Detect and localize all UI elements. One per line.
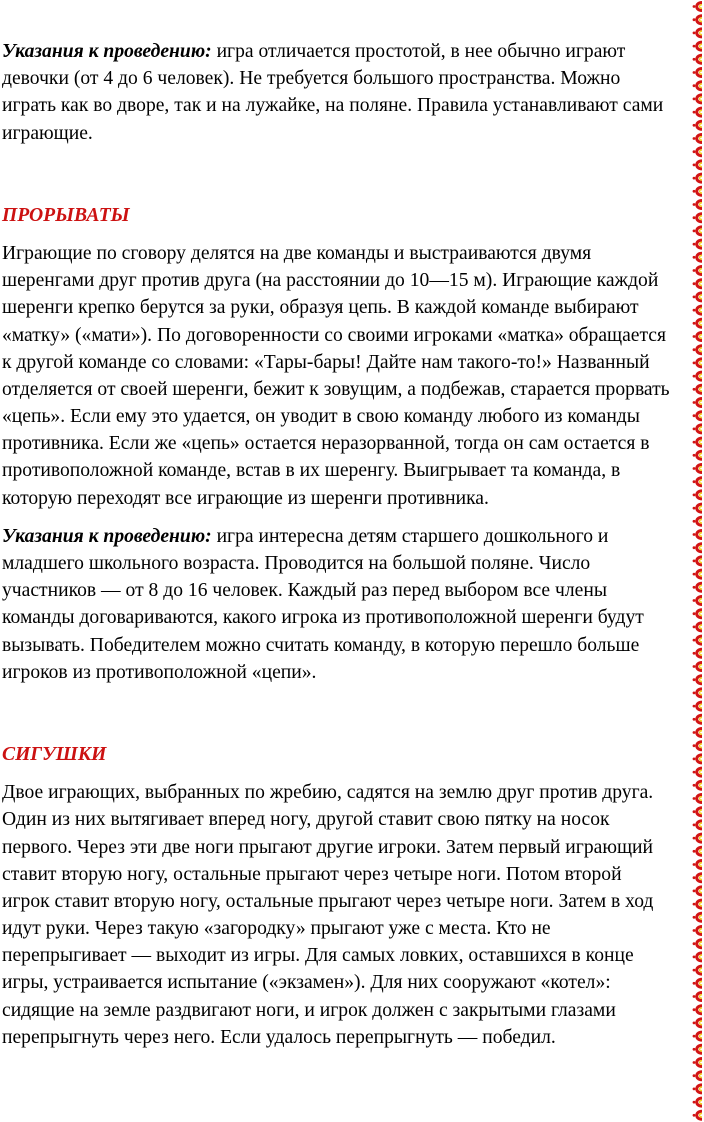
text-line: противника. Если же «цепь» остается неразорванной, тогда он сам остается в <box>2 433 650 455</box>
border-link-icon <box>693 67 702 78</box>
border-link-icon <box>693 846 702 857</box>
text-line: противоположной команде, встав в их шеренгу. Выигрывает та команда, в <box>2 460 621 482</box>
border-link-icon <box>693 978 702 989</box>
border-link-icon <box>693 885 702 896</box>
border-link-icon <box>693 542 702 553</box>
border-link-icon <box>693 239 702 250</box>
border-link-icon <box>693 463 702 474</box>
border-link-icon <box>693 701 702 712</box>
text-line: сидящие на земле раздвигают ноги, и игрок должен с закрытыми глазами <box>2 999 616 1021</box>
border-link-icon <box>693 925 702 936</box>
document-body <box>2 38 704 1051</box>
border-link-icon <box>693 555 702 566</box>
border-link-icon <box>693 793 702 804</box>
border-link-icon <box>693 186 702 197</box>
border-link-icon <box>693 503 702 514</box>
text-line: которую переходят все играющие из шеренги противника. <box>2 487 489 509</box>
border-link-icon <box>693 1070 702 1081</box>
border-link-icon <box>693 582 702 593</box>
border-link-icon <box>693 252 702 263</box>
border-link-icon <box>693 14 702 25</box>
border-link-icon <box>693 767 702 778</box>
border-link-icon <box>693 951 702 962</box>
text-line: вызывать. Победителем можно считать команду, в которую перешло больше <box>2 634 640 656</box>
border-link-icon <box>693 397 702 408</box>
border-link-icon <box>693 806 702 817</box>
border-link-icon <box>693 621 702 632</box>
text-line: игра интересна детям старшего дошкольного и <box>211 525 609 547</box>
border-link-icon <box>693 357 702 368</box>
border-link-icon <box>693 938 702 949</box>
border-link-icon <box>693 1097 702 1108</box>
border-link-icon <box>693 133 702 144</box>
border-link-icon <box>693 1 702 12</box>
border-link-icon <box>693 54 702 65</box>
border-link-icon <box>693 859 702 870</box>
border-link-icon <box>693 146 702 157</box>
instructions-label: Указания к проведению: <box>2 41 212 62</box>
text-line: шеренгами друг против друга (на расстоянии до 10—15 м). Играющие каждой <box>2 270 659 292</box>
border-link-icon <box>693 753 702 764</box>
border-link-icon <box>693 899 702 910</box>
border-link-icon <box>693 344 702 355</box>
border-link-icon <box>693 305 702 316</box>
border-link-icon <box>693 371 702 382</box>
border-link-icon <box>693 410 702 421</box>
border-link-icon <box>693 265 702 276</box>
border-link-icon <box>693 529 702 540</box>
border-link-icon <box>693 648 702 659</box>
border-link-icon <box>693 1110 702 1121</box>
border-link-icon <box>693 423 702 434</box>
border-link-icon <box>693 173 702 184</box>
border-link-icon <box>693 41 702 52</box>
border-link-icon <box>693 833 702 844</box>
paragraph-instructions-intro <box>2 38 704 65</box>
text-line: ставит вторую ногу, остальные прыгают через четыре ноги. Потом второй <box>2 863 622 885</box>
border-link-icon <box>693 965 702 976</box>
border-link-icon <box>693 872 702 883</box>
border-link-icon <box>693 1057 702 1068</box>
game-title-sigushki: СИГУШКИ <box>2 743 107 765</box>
game-title-proryvaty: ПРОРЫВАТЫ <box>2 204 130 226</box>
text-line: Играющие по сговору делятся на две команды и выстраиваются двумя <box>2 242 592 264</box>
border-link-icon <box>693 159 702 170</box>
border-link-icon <box>693 819 702 830</box>
text-line: перепрыгивает — выходит из игры. Для самых ловких, оставшихся в конце <box>2 945 634 967</box>
border-link-icon <box>693 120 702 131</box>
border-link-icon <box>693 225 702 236</box>
border-link-icon <box>693 1031 702 1042</box>
border-link-icon <box>693 291 702 302</box>
border-link-icon <box>693 912 702 923</box>
text-line: играть как во дворе, так и на лужайке, на поляне. Правила устанавливают сами <box>2 95 664 117</box>
border-link-icon <box>693 595 702 606</box>
text-line: играющие. <box>2 122 93 144</box>
text-line: к другой команде со словами: «Тары-бары! Дайте нам такого-то!» Названный <box>2 351 650 373</box>
instructions-label: Указания к проведению: <box>2 525 212 547</box>
text-line: игра отличается простотой, в нее обычно играют <box>211 41 626 62</box>
border-link-icon <box>693 661 702 672</box>
border-link-icon <box>693 608 702 619</box>
chain-border-icon <box>690 0 704 1122</box>
text-line: Двое играющих, выбранных по жребию, садятся на землю друг против друга. <box>2 782 654 804</box>
border-link-icon <box>693 199 702 210</box>
text-line: перепрыгнуть через него. Если удалось перепрыгнуть — победил. <box>2 1026 556 1048</box>
border-link-icon <box>693 93 702 104</box>
border-link-icon <box>693 278 702 289</box>
text-line: шеренги крепко берутся за руки, образуя цепь. В каждой команде выбирают <box>2 297 639 319</box>
text-line: игроков из противоположной «цепи». <box>2 661 317 683</box>
text-line: игрок ставит вторую ногу, остальные прыгают через четыре ноги. Затем в ход <box>2 890 654 912</box>
text-line: отделяется от своей шеренги, бежит к зовущим, а подбежав, старается прорвать <box>2 378 670 400</box>
text-line: команды договариваются, какого игрока из противоположной шеренги будут <box>2 607 644 629</box>
border-link-icon <box>693 437 702 448</box>
text-line: игры, устраивается испытание («экзамен»). Для них сооружают «котел»: <box>2 972 611 994</box>
border-link-icon <box>693 1044 702 1055</box>
border-link-icon <box>693 714 702 725</box>
border-link-icon <box>693 1083 702 1094</box>
border-link-icon <box>693 384 702 395</box>
border-link-icon <box>693 107 702 118</box>
border-link-icon <box>693 1017 702 1028</box>
text-line: первого. Через эти две ноги прыгают другие игроки. Затем первый играющий <box>2 836 654 858</box>
text-line: Один из них вытягивает вперед ногу, другой ставит свою пятку на носок <box>2 809 610 831</box>
border-link-icon <box>693 635 702 646</box>
border-link-icon <box>693 780 702 791</box>
border-link-icon <box>693 27 702 38</box>
border-link-icon <box>693 450 702 461</box>
border-link-icon <box>693 516 702 527</box>
text-line: участников — от 8 до 16 человек. Каждый раз перед выбором все члены <box>2 580 607 602</box>
border-link-icon <box>693 674 702 685</box>
border-link-icon <box>693 80 702 91</box>
border-link-icon <box>693 991 702 1002</box>
decorative-border <box>690 0 704 1122</box>
text-line: «цепь». Если ему это удается, он уводит в свою команду любого из команды <box>2 406 640 428</box>
border-link-icon <box>693 212 702 223</box>
paragraph-instructions-proryvaty <box>2 523 704 550</box>
border-link-icon <box>693 318 702 329</box>
text-line: девочки (от 4 до 6 человек). Не требуется большого пространства. Можно <box>2 68 621 90</box>
border-link-icon <box>693 1004 702 1015</box>
border-link-icon <box>693 740 702 751</box>
border-link-icon <box>693 489 702 500</box>
text-line: младшего школьного возраста. Проводится на большой поляне. Число <box>2 553 591 574</box>
text-line: «матку» («мати»). По договоренности со своими игроками «матка» обращается <box>2 324 667 346</box>
border-link-icon <box>693 727 702 738</box>
border-link-icon <box>693 687 702 698</box>
border-link-icon <box>693 476 702 487</box>
border-link-icon <box>693 331 702 342</box>
text-line: идут руки. Через такую «загородку» прыгают уже с места. Кто не <box>2 918 551 940</box>
border-link-icon <box>693 569 702 580</box>
